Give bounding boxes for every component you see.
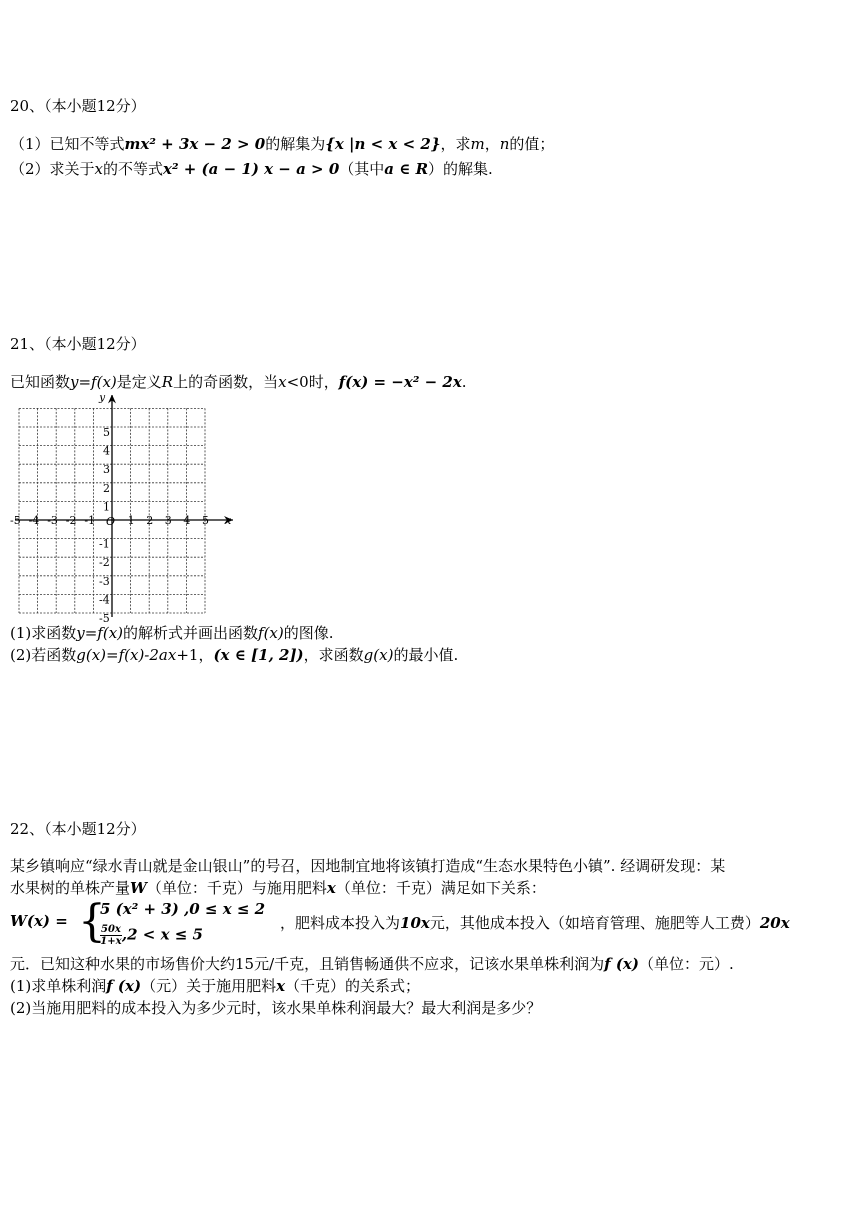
q20-header: 20、（本小题12分） xyxy=(10,97,146,115)
W-lhs: W(x) = xyxy=(10,912,68,930)
q22-line2-a: 水果树的单株产量 xyxy=(10,879,131,897)
y-tick-label: -3 xyxy=(99,574,110,588)
q22-line4-f: f (x) xyxy=(604,955,639,973)
fraction-numerator: 50x xyxy=(101,924,121,935)
W-rest-b: 元，其他成本投入（如培育管理、施肥等人工费） xyxy=(429,914,760,932)
x-tick-label: -5 xyxy=(10,514,21,527)
q22-s1-b: （元）关于施用肥料 xyxy=(141,977,277,995)
q20-p1-m: m xyxy=(470,135,485,153)
y-tick-label: 5 xyxy=(103,426,110,439)
origin-label: O xyxy=(106,515,116,528)
piecewise-case2 xyxy=(100,924,203,947)
q22-line2-c: （单位：千克）满足如下关系： xyxy=(335,879,546,897)
x-tick-label: 2 xyxy=(146,514,154,527)
q22-s1-a: (1)求单株利润 xyxy=(10,977,107,995)
y-tick-label: 1 xyxy=(103,500,110,514)
q21-s1-e: 的图像. xyxy=(283,624,334,642)
q20-p1-text-d: ， xyxy=(484,135,500,153)
y-tick-label: 4 xyxy=(103,444,110,458)
x-axis-label: x xyxy=(225,514,232,527)
q20-p2-text-b: 的不等式 xyxy=(103,160,164,178)
piecewise-case1: 5 (x² + 3) ,0 ≤ x ≤ 2 xyxy=(100,900,266,918)
y-tick-label: -1 xyxy=(99,537,110,551)
q21-intro-yfx: y=f(x) xyxy=(70,373,117,391)
coordinate-grid-svg xyxy=(8,395,248,625)
q21-s2-domain: (x ∈ [1, 2]) xyxy=(213,646,304,664)
q21-intro-c: 上的奇函数，当 xyxy=(173,373,279,391)
x-tick-label: 4 xyxy=(183,514,191,527)
q21-intro-e: . xyxy=(461,373,467,391)
q21-intro-a: 已知函数 xyxy=(10,373,71,391)
q21-intro-d: <0时， xyxy=(286,373,339,391)
q22-header: 22、（本小题12分） xyxy=(10,820,146,838)
q22-sub2: (2)当施用肥料的成本投入为多少元时，该水果单株利润最大？最大利润是多少？ xyxy=(10,999,542,1017)
y-axis-label: y xyxy=(99,395,106,404)
q20-p1-text-b: 的解集为 xyxy=(265,135,326,153)
q21-s2-c: +1， xyxy=(176,646,214,664)
q22-line4-b: （单位：元）. xyxy=(638,955,734,973)
q22-line2-x: x xyxy=(326,879,336,897)
brace-symbol: { xyxy=(78,896,106,947)
q20-part2 xyxy=(10,158,840,180)
q22-s1-f: f (x) xyxy=(106,977,142,995)
q21-header: 21、（本小题12分） xyxy=(10,335,146,353)
q21-s1-a: (1)求函数 xyxy=(10,624,77,642)
W-rest-m: 10x xyxy=(400,914,430,932)
q22-line1: 某乡镇响应“绿水青山就是金山银山”的号召，因地制宜地将该镇打造成“生态水果特色小镇”. 经调研发现：某 xyxy=(10,857,726,875)
q22-sub1 xyxy=(10,975,840,997)
case2-fraction xyxy=(100,924,122,947)
q20-p2-x: x xyxy=(94,160,104,178)
x-tick-label: -4 xyxy=(28,514,40,527)
q21-s2-a: (2)若函数 xyxy=(10,646,77,664)
q20-p1-inequality: mx² + 3x − 2 > 0 xyxy=(124,135,266,153)
q20-p1-solution-set: {x |n < x < 2} xyxy=(325,135,441,153)
x-tick-label: 3 xyxy=(164,514,172,527)
q21-s1-d: f(x) xyxy=(258,624,284,642)
q21-s2-b: g(x)=f(x)-2ax xyxy=(76,646,177,664)
piecewise-function xyxy=(10,898,850,950)
W-rest-a: ，肥料成本投入为 xyxy=(280,914,401,932)
q21-sub1 xyxy=(10,622,840,644)
q22-s1-x: x xyxy=(276,977,286,995)
q21-s1-b: y=f(x) xyxy=(76,624,124,642)
q21-intro-R: R xyxy=(161,373,174,391)
q20-p1-text-a: （1）已知不等式 xyxy=(10,135,125,153)
y-tick-label: 3 xyxy=(103,463,110,477)
q20-p1-text-e: 的值； xyxy=(509,135,555,153)
fraction-denominator: 1+x xyxy=(100,936,122,947)
q20-p2-condition: a ∈ R xyxy=(384,160,429,178)
q20-p1-text-c: ，求 xyxy=(440,135,471,153)
q20-part1 xyxy=(10,133,840,155)
q21-sub2 xyxy=(10,644,840,666)
q20-p2-text-d: ）的解集. xyxy=(428,160,493,178)
q21-s2-d: ，求函数 xyxy=(303,646,364,664)
case2-condition: ,2 < x ≤ 5 xyxy=(121,925,203,944)
q22-line4 xyxy=(10,953,840,975)
q21-s1-c: 的解析式并画出函数 xyxy=(123,624,259,642)
q21-intro-b: 是定义 xyxy=(116,373,162,391)
q21-intro-function: f(x) = −x² − 2x xyxy=(338,373,462,391)
x-tick-label: -1 xyxy=(84,514,96,527)
y-tick-label: -2 xyxy=(99,556,110,570)
y-tick-label: -5 xyxy=(99,612,110,625)
q20-p1-n: n xyxy=(499,135,510,153)
x-tick-label: -3 xyxy=(47,514,58,527)
q22-line2-b: （单位：千克）与施用肥料 xyxy=(146,879,327,897)
x-tick-label: 1 xyxy=(127,514,135,527)
q20-p2-text-a: （2）求关于 xyxy=(10,160,95,178)
W-trailing xyxy=(280,912,790,933)
q21-intro xyxy=(10,371,840,393)
W-rest-m2: 20x xyxy=(759,914,790,932)
y-tick-label: -4 xyxy=(99,593,110,607)
q22-line2 xyxy=(10,877,840,899)
q21-s2-f: 的最小值. xyxy=(393,646,459,664)
q20-p2-text-c: （其中 xyxy=(339,160,385,178)
q22-line4-a: 元．已知这种水果的市场售价大约15元/千克，且销售畅通供不应求，记该水果单株利润为 xyxy=(10,955,605,973)
q22-line2-W: W xyxy=(130,879,147,897)
q21-s2-e: g(x) xyxy=(363,646,394,664)
coordinate-grid xyxy=(8,395,248,625)
q20-p2-inequality: x² + (a − 1) x − a > 0 xyxy=(163,160,340,178)
y-tick-label: 2 xyxy=(103,481,110,495)
x-tick-label: 5 xyxy=(202,514,209,527)
q21-intro-x: x xyxy=(278,373,287,391)
x-tick-label: -2 xyxy=(65,514,77,527)
q22-s1-c: （千克）的关系式； xyxy=(285,977,421,995)
